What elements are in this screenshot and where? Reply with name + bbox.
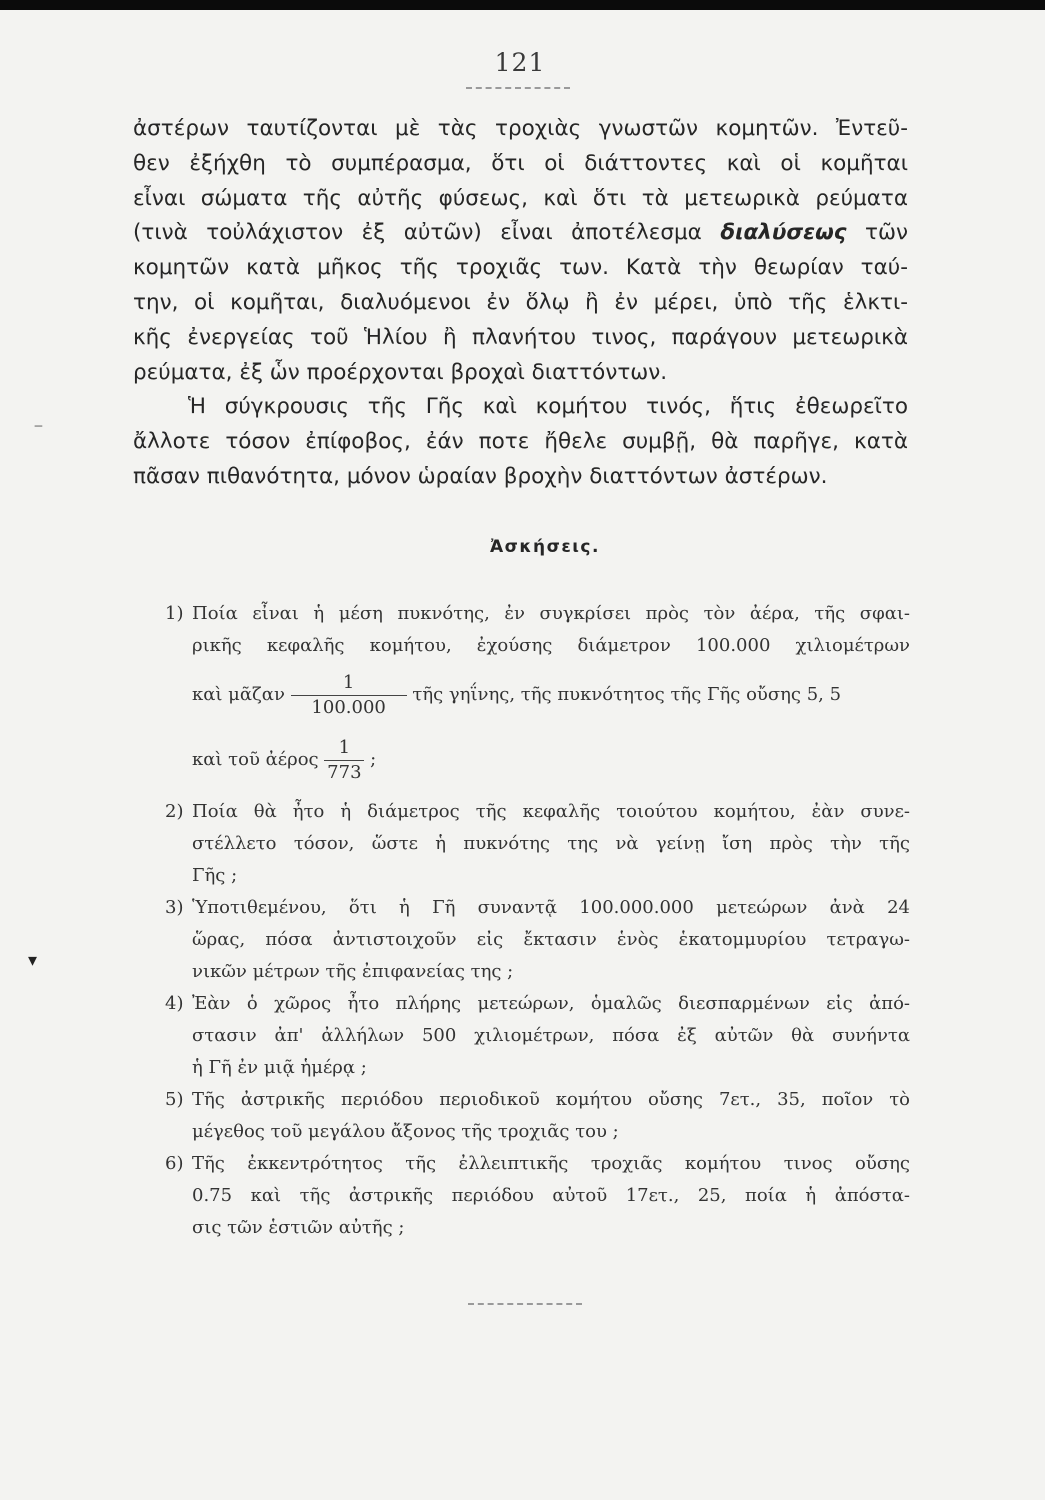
page-number: 121 bbox=[494, 48, 546, 77]
exercise-line bbox=[165, 598, 910, 630]
exercise-text: Ἐὰν ὁ χῶρος ἦτο πλήρης μετεώρων, ὁμαλῶς διεσπαρμένων εἰς ἀπό- bbox=[192, 993, 910, 1014]
mass-fraction bbox=[291, 672, 407, 718]
exercise-line: ἡ Γῆ ἐν μιᾷ ἡμέρᾳ ; bbox=[192, 1057, 367, 1078]
exercise-text: Τῆς ἐκκεντρότητος τῆς ἐλλειπτικῆς τροχιᾶς κομήτου τινος οὔσης bbox=[192, 1153, 910, 1174]
fraction-prefix: καὶ μᾶζαν bbox=[192, 684, 285, 705]
exercise-3 bbox=[165, 892, 910, 988]
text-line: θεν ἐξήχθη τὸ συμπέρασμα, ὅτι οἱ διάττοντες καὶ οἱ κομῆται bbox=[133, 150, 908, 176]
page-number-rule bbox=[466, 87, 570, 89]
exercise-line: σις τῶν ἑστιῶν αὐτῆς ; bbox=[192, 1217, 405, 1238]
text-line: ἀστέρων ταυτίζονται μὲ τὰς τροχιὰς γνωστῶν κομητῶν. Ἐντεῦ- bbox=[133, 116, 908, 141]
margin-mark-icon: ‒ bbox=[34, 418, 43, 434]
exercise-2 bbox=[165, 796, 910, 892]
exercise-text: Ποία εἶναι ἡ μέση πυκνότης, ἐν συγκρίσει πρὸς τὸν ἀέρα, τῆς σφαι- bbox=[192, 603, 910, 624]
exercise-line bbox=[165, 892, 910, 924]
fraction-numerator: 1 bbox=[291, 672, 407, 696]
text-line: την, οἱ κομῆται, διαλυόμενοι ἐν ὅλῳ ἢ ἐν μέρει, ὑπὸ τῆς ἑλκτι- bbox=[133, 289, 908, 315]
exercise-line: ρικῆς κεφαλῆς κομήτου, ἐχούσης διάμετρον 100.000 χιλιομέτρων bbox=[192, 635, 910, 656]
exercise-line: μέγεθος τοῦ μεγάλου ἄξονος τῆς τροχιᾶς του ; bbox=[192, 1121, 619, 1142]
exercise-line bbox=[165, 1148, 910, 1180]
exercise-text: Τῆς ἀστρικῆς περιόδου περιοδικοῦ κομήτου οὔσης 7ετ., 35, ποῖον τὸ bbox=[192, 1089, 910, 1110]
fraction-denominator: 100.000 bbox=[311, 697, 386, 718]
fraction-denominator: 773 bbox=[327, 762, 362, 783]
exercise-number: 4) bbox=[165, 993, 184, 1014]
fraction-numerator: 1 bbox=[324, 737, 364, 761]
exercise-number: 6) bbox=[165, 1153, 184, 1174]
margin-arrow-icon: ▾ bbox=[28, 950, 38, 971]
exercise-line: στασιν ἀπ' ἀλλήλων 500 χιλιομέτρων, πόσα ἐξ αὐτῶν θὰ συνήντα bbox=[192, 1025, 910, 1046]
air-fraction bbox=[324, 737, 364, 783]
exercise-line: ὥρας, πόσα ἀντιστοιχοῦν εἰς ἔκτασιν ἑνὸς ἑκατομμυρίου τετραγω- bbox=[192, 929, 910, 950]
text-segment: τῶν bbox=[865, 220, 908, 246]
exercise-line bbox=[165, 1084, 910, 1116]
text-segment: (τινὰ τοὐλάχιστον ἐξ αὐτῶν) εἶναι ἀποτέλεσμα bbox=[133, 220, 702, 246]
exercise-4 bbox=[165, 988, 910, 1084]
text-line: εἶναι σώματα τῆς αὐτῆς φύσεως, καὶ ὅτι τὰ μετεωρικὰ ρεύματα bbox=[133, 185, 908, 211]
body-text bbox=[133, 112, 908, 495]
text-line: ρεύματα, ἐξ ὧν προέρχονται βροχαὶ διαττόντων. bbox=[133, 359, 668, 385]
emphasized-word: διαλύσεως bbox=[720, 220, 847, 246]
air-fraction-line bbox=[192, 737, 376, 783]
mass-fraction-line bbox=[192, 672, 841, 718]
exercises-heading: Ἀσκήσεις. bbox=[490, 537, 600, 557]
exercise-5 bbox=[165, 1084, 910, 1148]
exercise-text: Ποία θὰ ἦτο ἡ διάμετρος τῆς κεφαλῆς τοιούτου κομήτου, ἐὰν συνε- bbox=[192, 801, 910, 822]
exercise-number: 5) bbox=[165, 1089, 184, 1110]
text-line: κῆς ἐνεργείας τοῦ Ἡλίου ἢ πλανήτου τινος, παράγουν μετεωρικὰ bbox=[133, 324, 908, 350]
exercise-line: νικῶν μέτρων τῆς ἐπιφανείας της ; bbox=[192, 961, 514, 982]
text-line: ἄλλοτε τόσον ἐπίφοβος, ἐάν ποτε ἤθελε συμβῇ, θὰ παρῆγε, κατὰ bbox=[133, 429, 908, 455]
exercise-line bbox=[165, 988, 910, 1020]
exercise-text: Ὑποτιθεμένου, ὅτι ἡ Γῆ συναντᾷ 100.000.000 μετεώρων ἀνὰ 24 bbox=[192, 897, 910, 918]
exercise-line: 0.75 καὶ τῆς ἀστρικῆς περιόδου αὐτοῦ 17ετ., 25, ποία ἡ ἀπόστα- bbox=[192, 1185, 910, 1206]
text-line: κομητῶν κατὰ μῆκος τῆς τροχιᾶς των. Κατὰ τὴν θεωρίαν ταύ- bbox=[133, 255, 908, 281]
exercise-line: Γῆς ; bbox=[192, 865, 238, 886]
text-line: Ἡ σύγκρουσις τῆς Γῆς καὶ κομήτου τινός, ἥτις ἐθεωρεῖτο bbox=[188, 394, 908, 420]
end-rule bbox=[468, 1303, 582, 1305]
fraction-suffix: ; bbox=[370, 749, 377, 770]
text-line: πᾶσαν πιθανότητα, μόνον ὡραίαν βροχὴν διαττόντων ἀστέρων. bbox=[133, 463, 828, 489]
fraction-prefix: καὶ τοῦ ἀέρος bbox=[192, 749, 319, 770]
exercise-1 bbox=[165, 598, 910, 662]
exercise-number: 2) bbox=[165, 801, 184, 822]
exercise-number: 3) bbox=[165, 897, 184, 918]
text-line-with-emphasis bbox=[133, 216, 908, 251]
exercise-line bbox=[165, 796, 910, 828]
fraction-suffix: τῆς γηΐνης, τῆς πυκνότητος τῆς Γῆς οὔσης 5, 5 bbox=[412, 684, 842, 705]
scan-top-edge bbox=[0, 0, 1045, 10]
exercise-line: στέλλετο τόσον, ὥστε ἡ πυκνότης της νὰ γείνῃ ἴση πρὸς τὴν τῆς bbox=[192, 833, 910, 854]
exercise-6 bbox=[165, 1148, 910, 1244]
exercise-number: 1) bbox=[165, 603, 184, 624]
